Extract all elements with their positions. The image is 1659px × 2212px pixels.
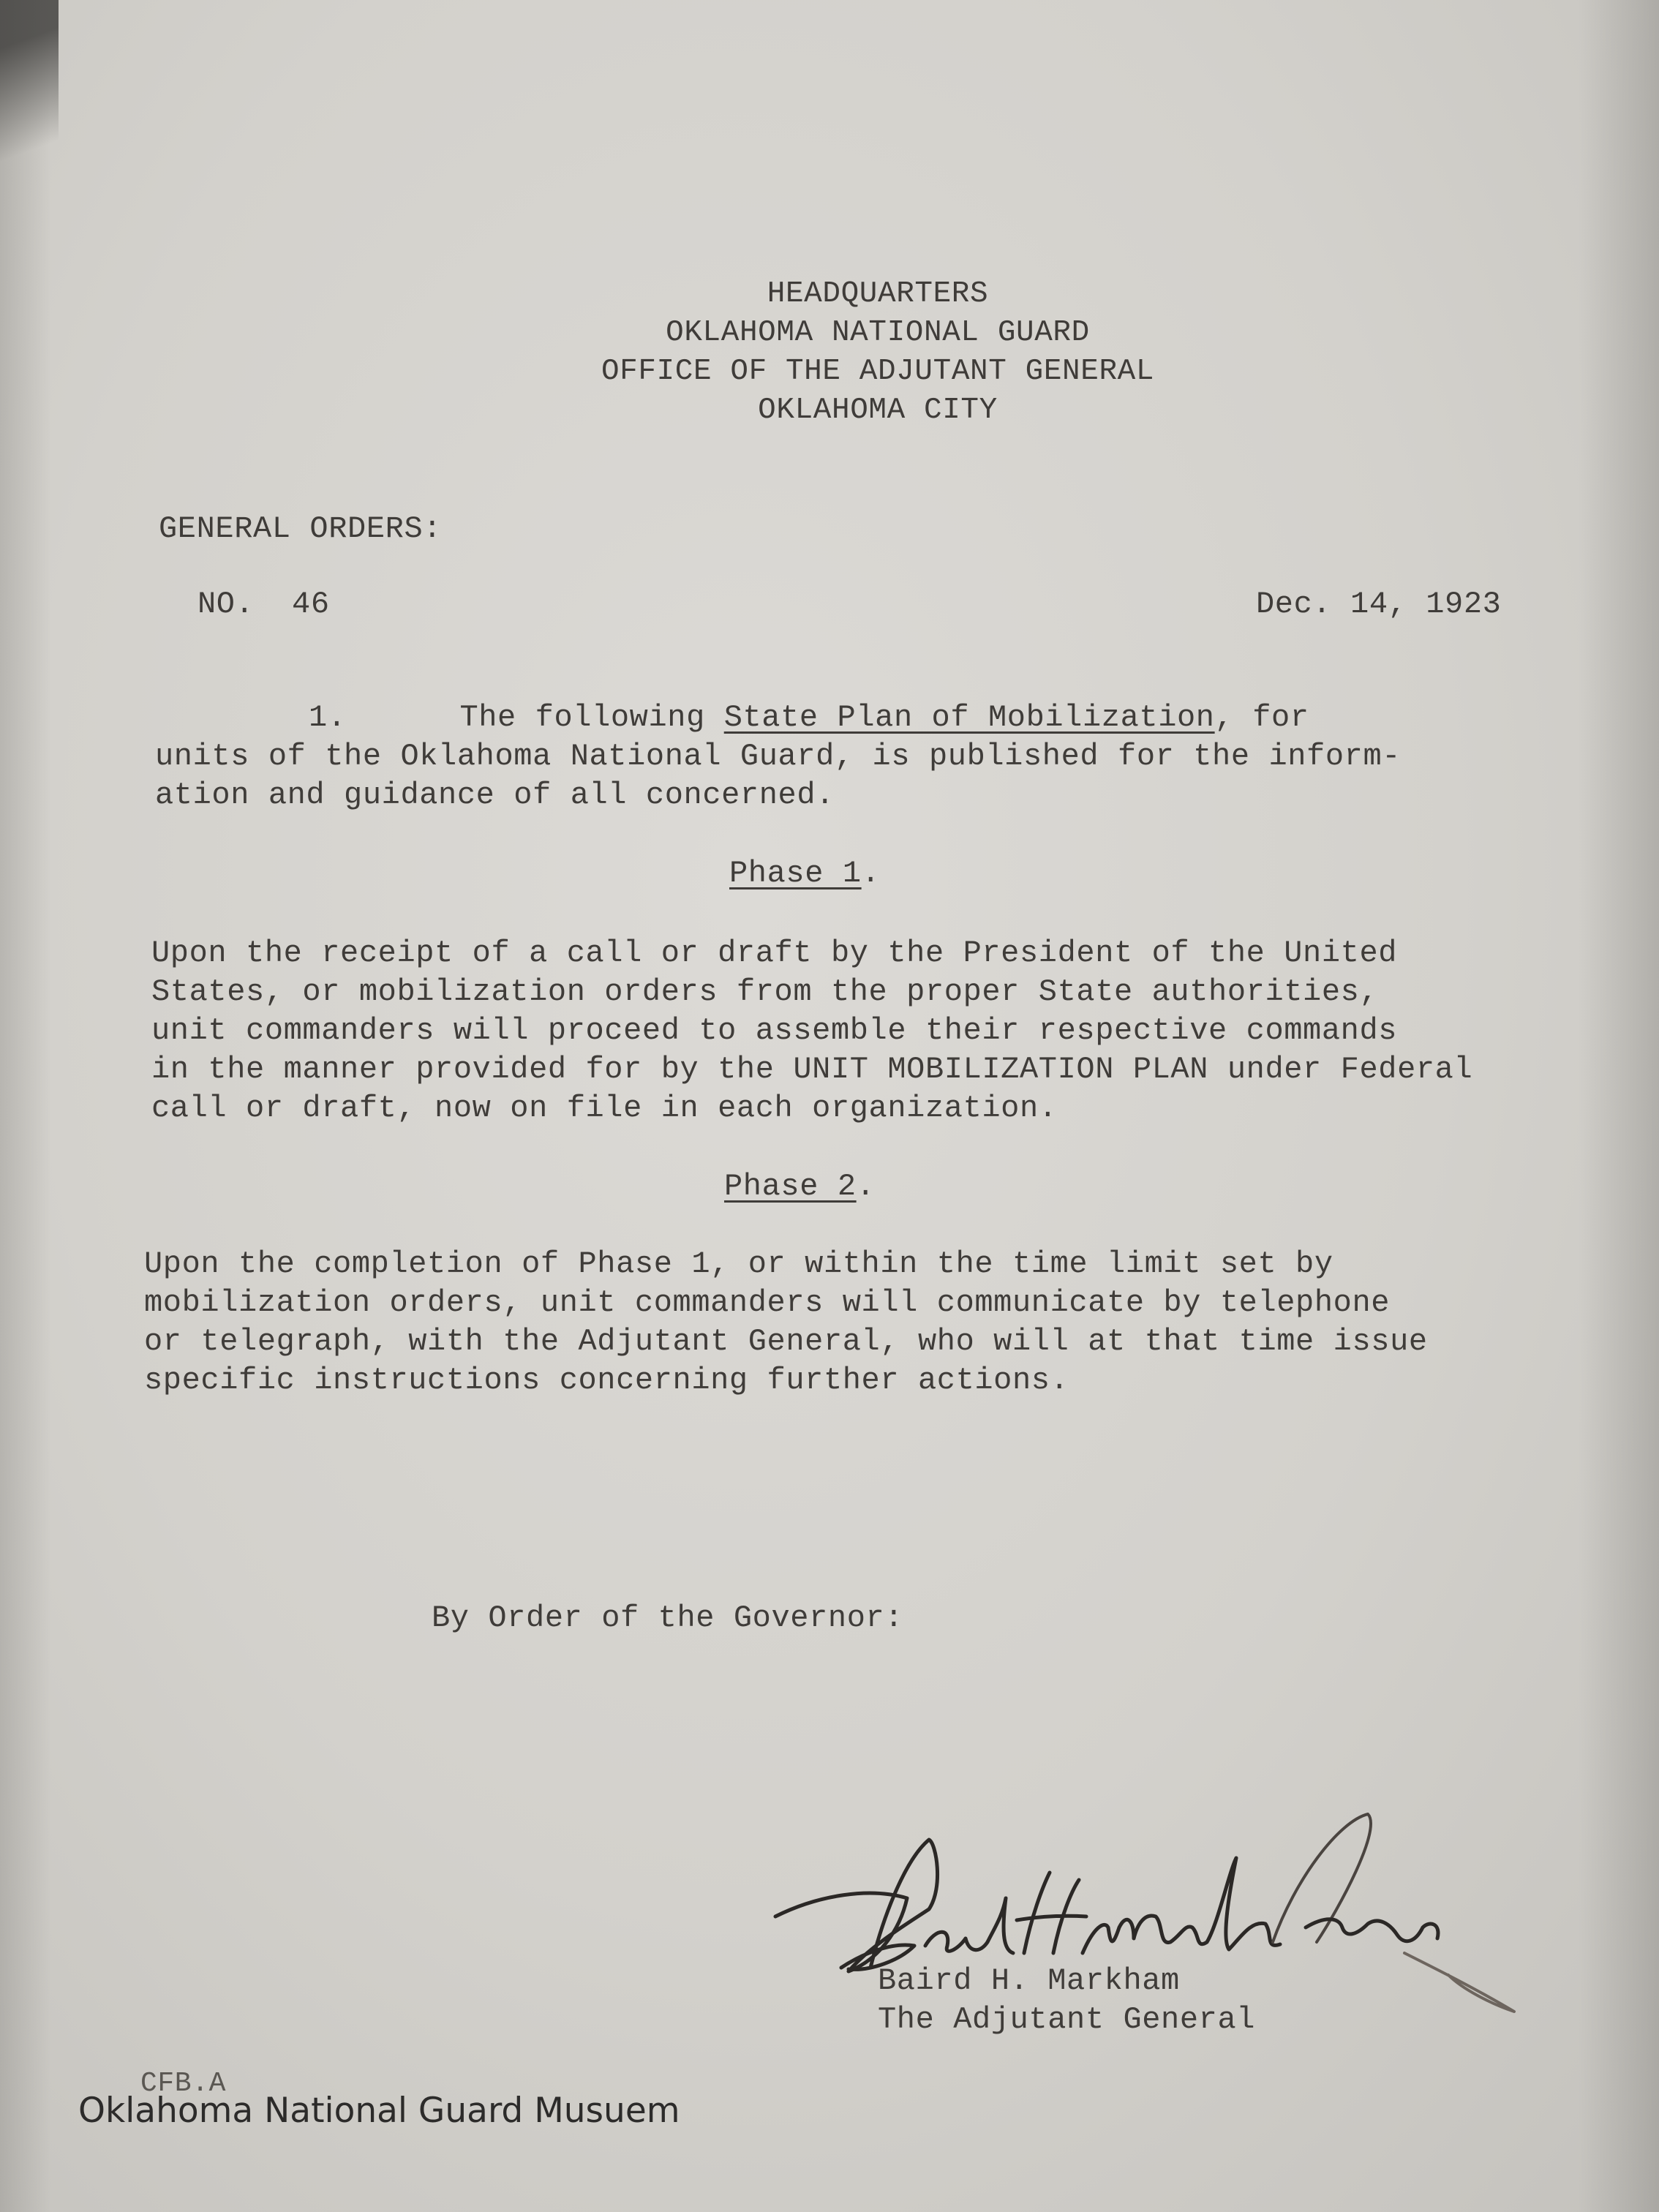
- phase-1-heading: [729, 854, 880, 893]
- paragraph-1-first-line: [309, 699, 1309, 737]
- page-left-shadow: [0, 0, 51, 2212]
- phase-2-line: mobilization orders, unit commanders will communicate by telephone: [144, 1285, 1391, 1320]
- phase-1-line: unit commanders will proceed to assemble their respective commands: [151, 1013, 1398, 1048]
- museum-watermark: Oklahoma National Guard Musuem: [78, 2091, 680, 2131]
- phase-1-line: States, or mobilization orders from the proper State authorities,: [151, 974, 1379, 1009]
- phase-1-period: .: [861, 856, 881, 891]
- signer-title: The Adjutant General: [878, 2002, 1256, 2037]
- corner-mark: [0, 0, 59, 249]
- page-right-shadow: [1579, 0, 1659, 2212]
- phase-1-line: in the manner provided for by the UNIT MOBILIZATION PLAN under Federal: [151, 1052, 1473, 1087]
- header-line-office: OFFICE OF THE ADJUTANT GENERAL: [601, 355, 1155, 388]
- phase-2-heading: [724, 1167, 875, 1206]
- phase-2-line: specific instructions concerning further actions.: [144, 1363, 1069, 1398]
- paragraph-number: 1.: [309, 700, 347, 735]
- header-line-guard: OKLAHOMA NATIONAL GUARD: [666, 316, 1090, 350]
- phase-1-line: Upon the receipt of a call or draft by the President of the United: [151, 936, 1398, 971]
- phase-2-line: or telegraph, with the Adjutant General, who will at that time issue: [144, 1324, 1428, 1359]
- by-order-line: By Order of the Governor:: [432, 1600, 904, 1636]
- paragraph-1-tail: , for: [1214, 700, 1309, 735]
- paragraph-1-line-3: ation and guidance of all concerned.: [155, 778, 835, 813]
- order-date: Dec. 14, 1923: [1256, 587, 1502, 622]
- general-orders-label: GENERAL ORDERS:: [159, 511, 443, 546]
- plan-title: State Plan of Mobilization: [723, 700, 1215, 735]
- phase-2-period: .: [856, 1169, 876, 1204]
- signer-name: Baird H. Markham: [878, 1963, 1180, 1998]
- order-number: NO. 46: [198, 587, 330, 622]
- phase-1-title: Phase 1: [729, 856, 862, 891]
- header-line-city: OKLAHOMA CITY: [758, 394, 998, 427]
- phase-1-line: call or draft, now on file in each organization.: [151, 1091, 1058, 1126]
- header-line-headquarters: HEADQUARTERS: [767, 277, 989, 311]
- paragraph-1-line-2: units of the Oklahoma National Guard, is published for the inform-: [155, 739, 1402, 774]
- phase-2-title: Phase 2: [724, 1169, 857, 1204]
- typist-initials: CFB.A: [140, 2068, 227, 2099]
- paragraph-1-intro: The following: [459, 700, 724, 735]
- phase-2-line: Upon the completion of Phase 1, or within the time limit set by: [144, 1246, 1333, 1282]
